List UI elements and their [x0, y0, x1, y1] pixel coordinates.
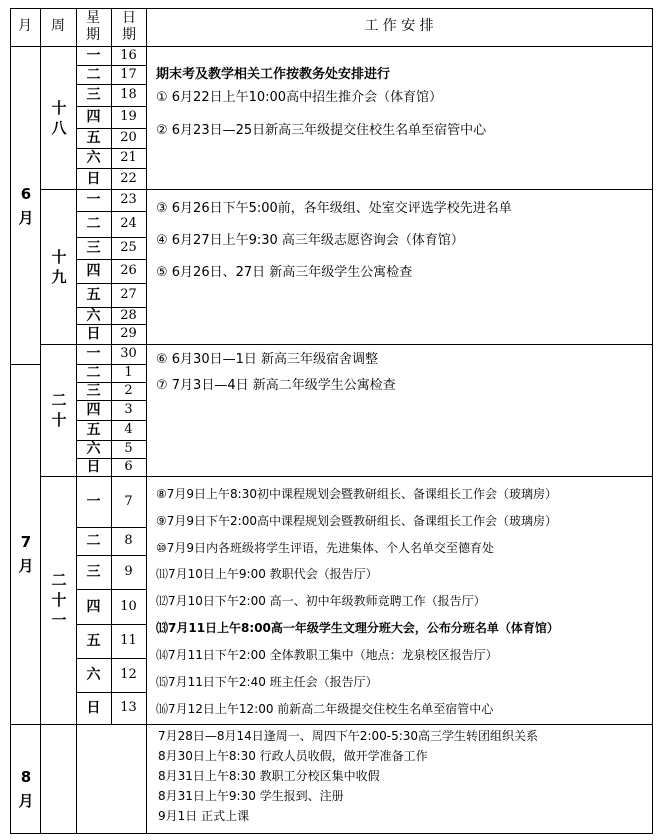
day-row-rule: [76, 658, 146, 659]
task-item: ⑨7月9日下午2:00高中课程规划会暨教研组长、备课组长工作会（玻璃房）: [156, 514, 557, 528]
day-row-rule: [76, 168, 146, 169]
week-label: 二十: [51, 391, 67, 429]
day-cell: 13: [120, 700, 137, 715]
task-item: 9月1日 正式上课: [158, 809, 250, 823]
day-cell: 11: [120, 633, 137, 648]
july-august-divider: [10, 724, 653, 725]
task-title: 期末考及教学相关工作按教务处安排进行: [156, 67, 391, 82]
header-bottom-rule: [10, 46, 653, 47]
task-item: 8月31日上午9:30 学生报到、注册: [158, 789, 344, 803]
task-item: ⒃7月12日上午12:00 前新高二年级提交住校生名单至宿管中心: [156, 702, 494, 716]
week-label: 十八: [51, 99, 67, 137]
task-item: ⑤ 6月26日、27日 新高三年级学生公寓检查: [156, 265, 413, 280]
day-cell: 27: [120, 287, 137, 302]
day-cell: 5: [124, 441, 133, 456]
day-cell: 3: [124, 402, 133, 417]
dow-cell: 二: [86, 365, 101, 381]
day-cell: 24: [120, 216, 137, 231]
week-divider: [40, 476, 653, 477]
task-item: ⑿7月10日下午2:00 高一、初中年级教师竞聘工作（报告厅）: [156, 594, 486, 608]
day-cell: 23: [120, 192, 137, 207]
week-label: 二十一: [51, 571, 67, 629]
day-row-rule: [76, 589, 146, 590]
dow-cell: 五: [86, 633, 101, 649]
day-cell: 2: [124, 383, 133, 398]
table-right-border: [652, 8, 653, 834]
task-item: ③ 6月26日下午5:00前，各年级组、处室交评选学校先进名单: [156, 201, 512, 216]
table-bottom-border: [10, 833, 653, 834]
header-week: 周: [51, 18, 65, 34]
task-item: ② 6月23日—25日新高三年级提交住校生名单至宿管中心: [156, 123, 487, 138]
dow-cell: 五: [86, 422, 101, 438]
table-left-border: [10, 8, 11, 834]
day-cell: 26: [120, 263, 137, 278]
day-cell: 21: [120, 150, 137, 165]
day-cell: 12: [120, 667, 137, 682]
dow-cell: 日: [86, 459, 101, 475]
day-cell: 28: [120, 308, 137, 323]
dow-cell: 六: [86, 667, 101, 683]
task-item: 8月30日上午8:30 行政人员收假，做开学准备工作: [158, 749, 428, 763]
dow-cell: 一: [86, 192, 101, 208]
day-row-rule: [76, 259, 146, 260]
day-cell: 29: [120, 326, 137, 341]
dow-cell: 四: [86, 109, 101, 125]
day-row-rule: [76, 692, 146, 693]
day-column-rule: [146, 8, 147, 833]
day-cell: 8: [124, 533, 133, 548]
month-july: 7月: [18, 533, 34, 575]
dow-cell: 一: [86, 346, 101, 362]
dow-cell: 一: [86, 48, 101, 64]
dow-cell: 日: [86, 700, 101, 716]
week-label: 十九: [51, 248, 67, 286]
day-cell: 18: [120, 87, 137, 102]
task-item: 7月28日—8月14日逢周一、周四下午2:00-5:30高三学生转团组织关系: [158, 729, 539, 743]
day-cell: 30: [120, 346, 137, 361]
day-cell: 17: [120, 67, 137, 82]
task-item: ⑥ 6月30日—1日 新高三年级宿舍调整: [156, 352, 379, 367]
dow-cell: 三: [86, 564, 101, 580]
dow-cell: 日: [86, 326, 101, 342]
day-cell: 1: [124, 365, 133, 380]
dow-cell: 一: [86, 494, 101, 510]
dow-cell: 六: [86, 441, 101, 457]
day-row-rule: [76, 555, 146, 556]
dow-cell: 三: [86, 87, 101, 103]
month-june: 6月: [18, 185, 34, 227]
day-row-rule: [76, 400, 146, 401]
dow-cell: 二: [86, 533, 101, 549]
day-row-rule: [76, 624, 146, 625]
day-cell: 7: [124, 494, 133, 509]
header-day: 日期: [122, 10, 136, 43]
task-item: ⒀7月11日上午8:00高一年级学生文理分班大会，公布分班名单（体育馆）: [156, 621, 559, 635]
task-item: ⑾7月10日上午9:00 教职代会（报告厅）: [156, 567, 378, 581]
dow-cell: 二: [86, 67, 101, 83]
day-row-rule: [76, 527, 146, 528]
dow-cell: 四: [86, 263, 101, 279]
day-cell: 10: [120, 599, 137, 614]
header-dow: 星期: [86, 10, 100, 43]
day-row-rule: [76, 148, 146, 149]
day-cell: 6: [124, 459, 133, 474]
dow-cell: 六: [86, 308, 101, 324]
task-item: ⑧7月9日上午8:30初中课程规划会暨教研组长、备课组长工作会（玻璃房）: [156, 487, 557, 501]
dow-cell: 四: [86, 599, 101, 615]
dow-cell: 二: [86, 216, 101, 232]
dow-cell: 三: [86, 240, 101, 256]
task-item: ⑩7月9日内各班级将学生评语，先进集体、个人名单交至德育处: [156, 541, 495, 555]
day-row-rule: [76, 211, 146, 212]
day-row-rule: [76, 128, 146, 129]
week-divider: [40, 344, 653, 345]
task-item: 8月31日上午8:30 教职工分校区集中收假: [158, 769, 380, 783]
task-item: ⒂7月11日下午2:40 班主任会（报告厅）: [156, 675, 378, 689]
week-divider: [40, 189, 653, 190]
day-cell: 16: [120, 48, 137, 63]
june-july-divider: [10, 364, 40, 365]
day-row-rule: [76, 65, 146, 66]
day-row-rule: [76, 283, 146, 284]
header-month: 月: [18, 18, 32, 34]
day-row-rule: [76, 237, 146, 238]
dow-cell: 五: [86, 287, 101, 303]
table-top-border: [10, 8, 653, 9]
dow-cell: 五: [86, 130, 101, 146]
day-cell: 25: [120, 240, 137, 255]
month-august: 8月: [18, 768, 34, 810]
day-cell: 20: [120, 130, 137, 145]
day-cell: 19: [120, 109, 137, 124]
day-cell: 9: [124, 564, 133, 579]
task-item: ⒁7月11日下午2:00 全体教职工集中（地点：龙泉校区报告厅）: [156, 648, 498, 662]
day-cell: 22: [120, 171, 137, 186]
dow-cell: 三: [86, 383, 101, 399]
dow-cell: 六: [86, 150, 101, 166]
task-item: ⑦ 7月3日—4日 新高二年级学生公寓检查: [156, 378, 396, 393]
day-cell: 4: [124, 422, 133, 437]
dow-cell: 四: [86, 402, 101, 418]
day-row-rule: [76, 420, 146, 421]
task-item: ① 6月22日上午10:00高中招生推介会（体育馆）: [156, 90, 443, 105]
task-item: ④ 6月27日上午9:30 高三年级志愿咨询会（体育馆）: [156, 233, 464, 248]
dow-cell: 日: [86, 171, 101, 187]
day-row-rule: [76, 84, 146, 85]
month-column-rule: [40, 8, 41, 833]
day-row-rule: [76, 324, 146, 325]
header-work: 工 作 安 排: [364, 18, 434, 34]
day-row-rule: [76, 106, 146, 107]
